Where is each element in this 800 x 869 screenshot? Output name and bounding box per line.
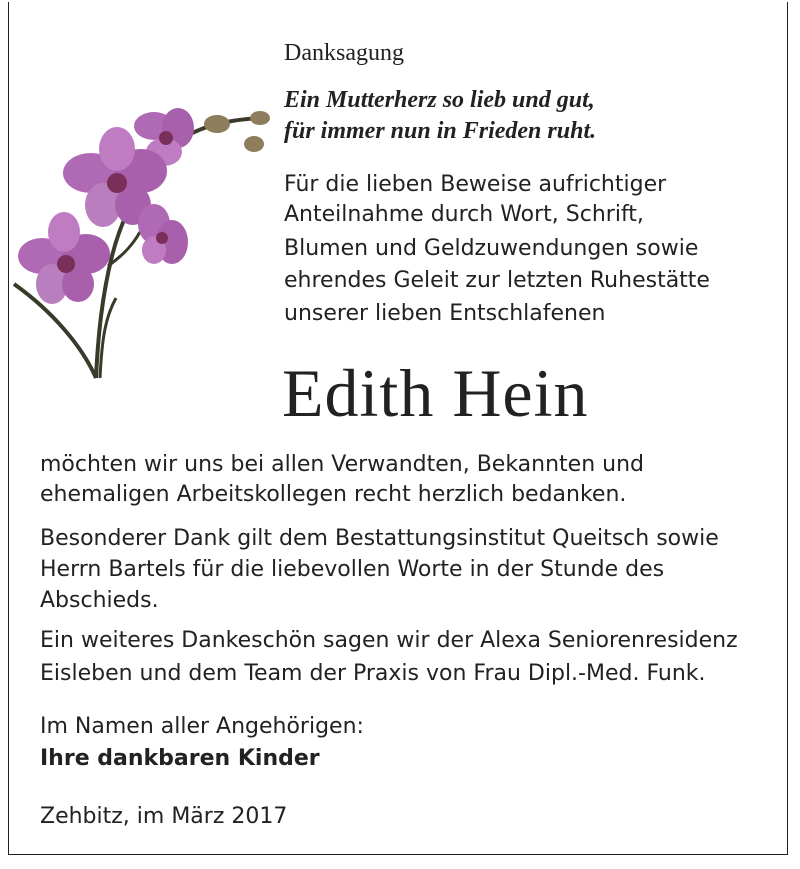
intro-line-4: ehrendes Geleit zur letzten Ruhestätte [284,268,710,293]
intro-line-2: Anteilnahme durch Wort, Schrift, [284,202,644,227]
intro-line-3: Blumen und Geldzuwendungen sowie [284,236,699,261]
paragraph1-line-2: ehemaligen Arbeitskollegen recht herzlich bedanken. [40,482,627,507]
signature: Ihre dankbaren Kinder [40,746,320,771]
heading: Danksagung [284,40,404,66]
signoff: Im Namen aller Angehörigen: [40,714,364,739]
paragraph2-line-2: Herrn Bartels für die liebevollen Worte in der Stunde des [40,557,665,582]
intro-line-1: Für die lieben Beweise aufrichtiger [284,172,667,197]
paragraph3-line-2: Eisleben und dem Team der Praxis von Frau Dipl.-Med. Funk. [40,661,706,686]
paragraph2-line-1: Besonderer Dank gilt dem Bestattungsinstitut Queitsch sowie [40,526,719,551]
orchid-icon [12,106,282,386]
place-date: Zehbitz, im März 2017 [40,804,288,829]
paragraph1-line-1: möchten wir uns bei allen Verwandten, Bekannten und [40,452,644,477]
deceased-name: Edith Hein [282,355,589,431]
motto-line-1: Ein Mutterherz so lieb und gut, [284,87,595,113]
motto-line-2: für immer nun in Frieden ruht. [284,118,597,144]
paragraph3-line-1: Ein weiteres Dankeschön sagen wir der Alexa Seniorenresidenz [40,628,738,653]
intro-line-5: unserer lieben Entschlafenen [284,301,606,326]
paragraph2-line-3: Abschieds. [40,588,159,613]
